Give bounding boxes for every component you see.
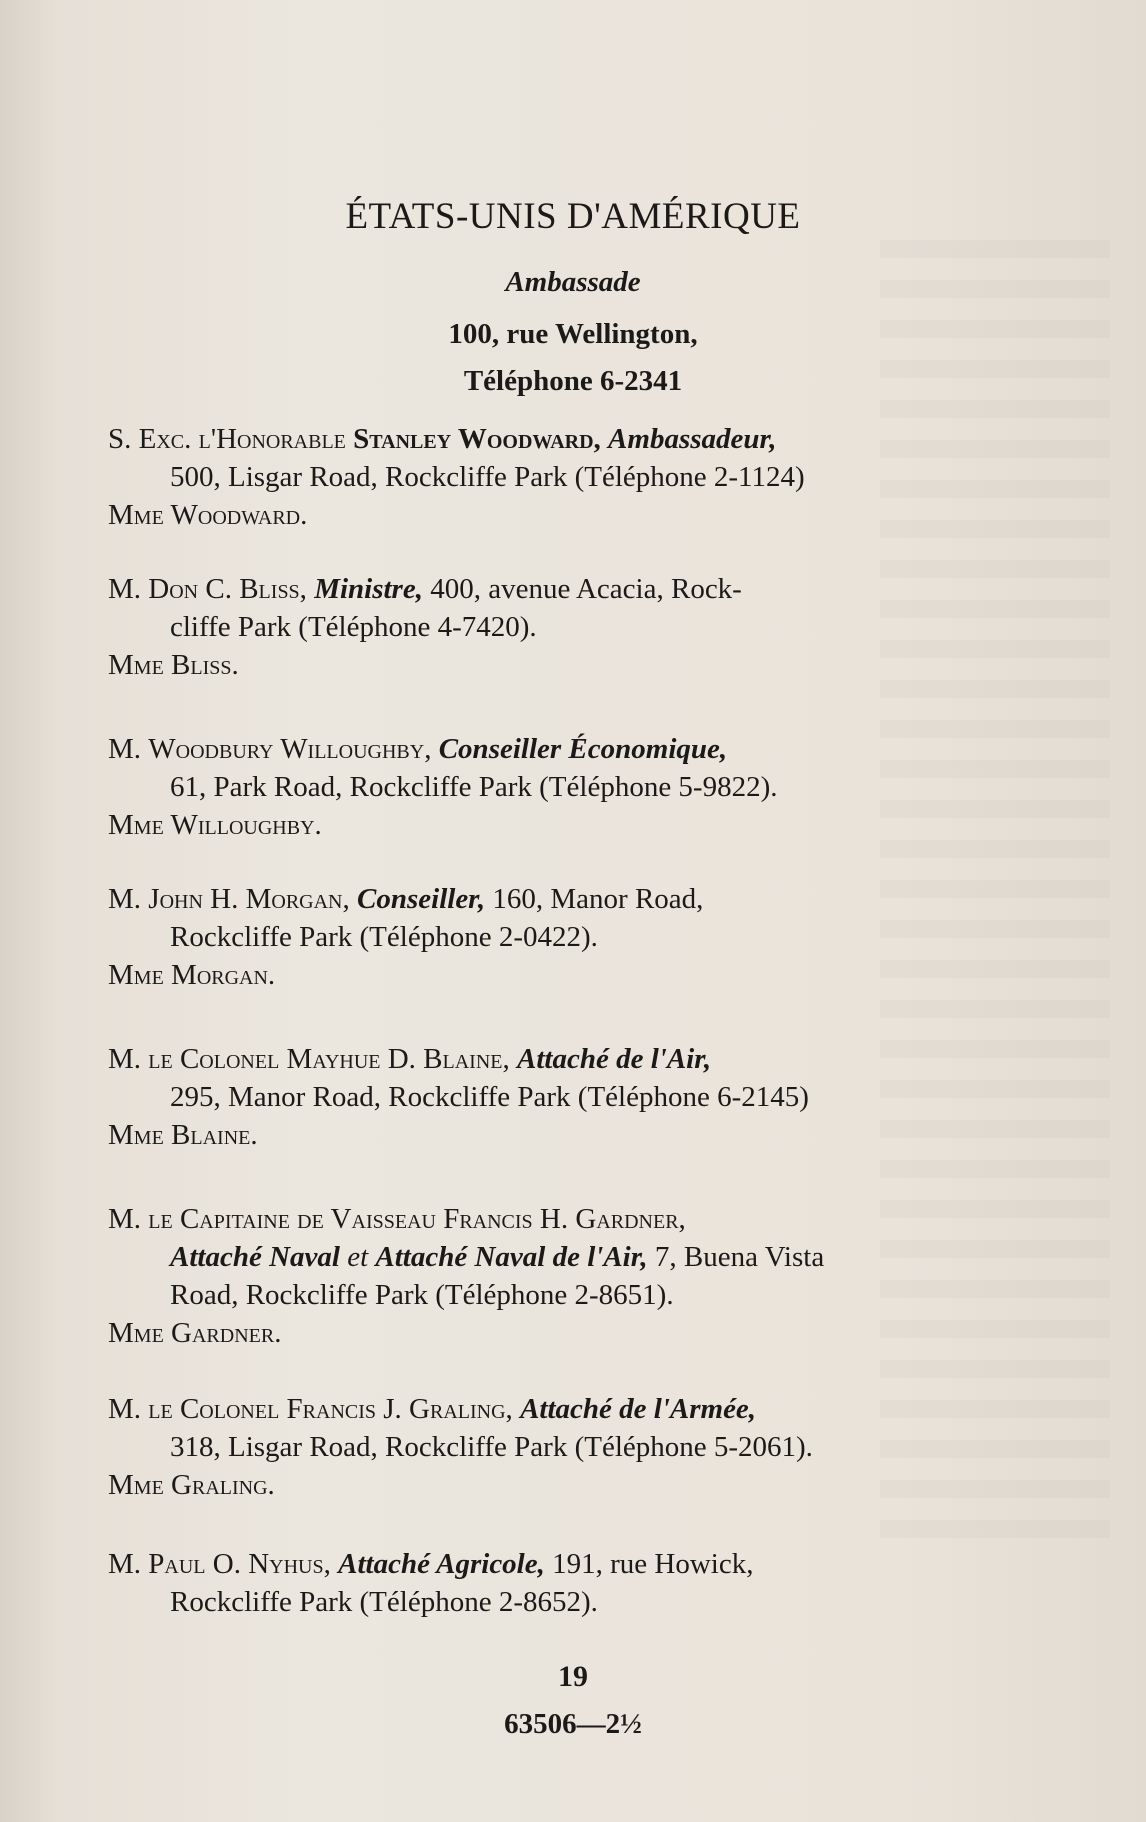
entry-spouse: Mme Woodward. [108, 499, 308, 531]
entry-title: Ministre, [314, 573, 423, 605]
entry-name: Francis H. Gardner, [443, 1203, 686, 1235]
entry-line-1 [108, 1545, 1008, 1583]
entry-line-1 [108, 420, 1008, 458]
entry-line-1 [108, 730, 1008, 768]
diplomat-entry [108, 1390, 1008, 1504]
entry-name: Paul O. Nyhus, [148, 1548, 331, 1580]
entry-title: Attaché Agricole, [338, 1548, 545, 1580]
entry-spouse: Mme Gardner. [108, 1317, 282, 1349]
diplomat-entry [108, 420, 1008, 534]
entry-spouse: Mme Bliss. [108, 649, 239, 681]
page-number: 19 [558, 1660, 588, 1693]
entry-address-start: 160, Manor Road, [492, 883, 704, 915]
entry-spouse: Mme Blaine. [108, 1119, 258, 1151]
entry-prefix: M. [108, 733, 142, 765]
entry-line-1 [108, 1390, 1008, 1428]
entry-line-1 [108, 1040, 1008, 1078]
entry-title: Attaché de l'Armée, [520, 1393, 757, 1425]
entry-title-2: Attaché Naval de l'Air, [375, 1241, 648, 1273]
entry-title: Conseiller Économique, [438, 733, 728, 765]
entry-address: Road, Rockcliffe Park (Téléphone 2-8651). [170, 1279, 674, 1311]
entry-prefix: M. [108, 883, 142, 915]
entry-address: Rockcliffe Park (Téléphone 2-0422). [170, 921, 598, 953]
print-code: 63506—2½ [504, 1708, 642, 1740]
entry-prefix: M. [108, 1548, 142, 1580]
entry-spouse: Mme Morgan. [108, 959, 276, 991]
entry-name: John H. Morgan, [148, 883, 350, 915]
entry-address: 318, Lisgar Road, Rockcliffe Park (Téléphone 5-2061). [170, 1431, 813, 1463]
entry-address-start: 400, avenue Acacia, Rock- [430, 573, 742, 605]
entry-address: Rockcliffe Park (Téléphone 2-8652). [170, 1586, 598, 1618]
diplomat-entry [108, 570, 1008, 684]
entry-title: Conseiller, [357, 883, 486, 915]
entry-line-1 [108, 570, 1008, 608]
entry-prefix: M. le Capitaine de Vaisseau [108, 1203, 436, 1235]
entry-prefix: S. Exc. l'Honorable [108, 423, 346, 455]
section-heading: Ambassade [505, 266, 641, 298]
diplomat-entry [108, 1545, 1008, 1621]
entry-address: 295, Manor Road, Rockcliffe Park (Téléphone 6-2145) [170, 1081, 809, 1113]
entry-address-start: 7, Buena Vista [654, 1241, 825, 1273]
entry-line-1 [108, 880, 1008, 918]
entry-conjunction: et [347, 1241, 369, 1273]
diplomat-entry [108, 880, 1008, 994]
entry-prefix: M. le Colonel [108, 1393, 280, 1425]
entry-name: Woodbury Willoughby, [148, 733, 432, 765]
diplomat-entry [108, 1040, 1008, 1154]
entry-title: Ambassadeur, [608, 423, 777, 455]
entry-name: Stanley Woodward, [353, 423, 601, 455]
entry-address-start: 191, rue Howick, [552, 1548, 754, 1580]
entry-title: Attaché de l'Air, [517, 1043, 712, 1075]
entry-name: Francis J. Graling, [286, 1393, 513, 1425]
entry-address: 500, Lisgar Road, Rockcliffe Park (Téléphone 2-1124) [170, 461, 805, 493]
embassy-address: 100, rue Wellington, [448, 318, 698, 350]
entry-prefix: M. le Colonel [108, 1043, 280, 1075]
entry-spouse: Mme Graling. [108, 1469, 275, 1501]
entry-spouse: Mme Willoughby. [108, 809, 322, 841]
entry-address: 61, Park Road, Rockcliffe Park (Téléphone 5-9822). [170, 771, 778, 803]
entry-title-line [108, 1238, 1008, 1276]
entry-name: Mayhue D. Blaine, [286, 1043, 510, 1075]
entry-address: cliffe Park (Téléphone 4-7420). [170, 611, 537, 643]
entry-title: Attaché Naval [170, 1241, 340, 1273]
diplomat-entry [108, 730, 1008, 844]
diplomat-entry [108, 1200, 1008, 1352]
country-heading: ÉTATS-UNIS D'AMÉRIQUE [345, 196, 801, 237]
entry-name: Don C. Bliss, [148, 573, 307, 605]
entry-prefix: M. [108, 573, 142, 605]
entry-line-1 [108, 1200, 1008, 1238]
embassy-phone: Téléphone 6-2341 [463, 365, 683, 397]
